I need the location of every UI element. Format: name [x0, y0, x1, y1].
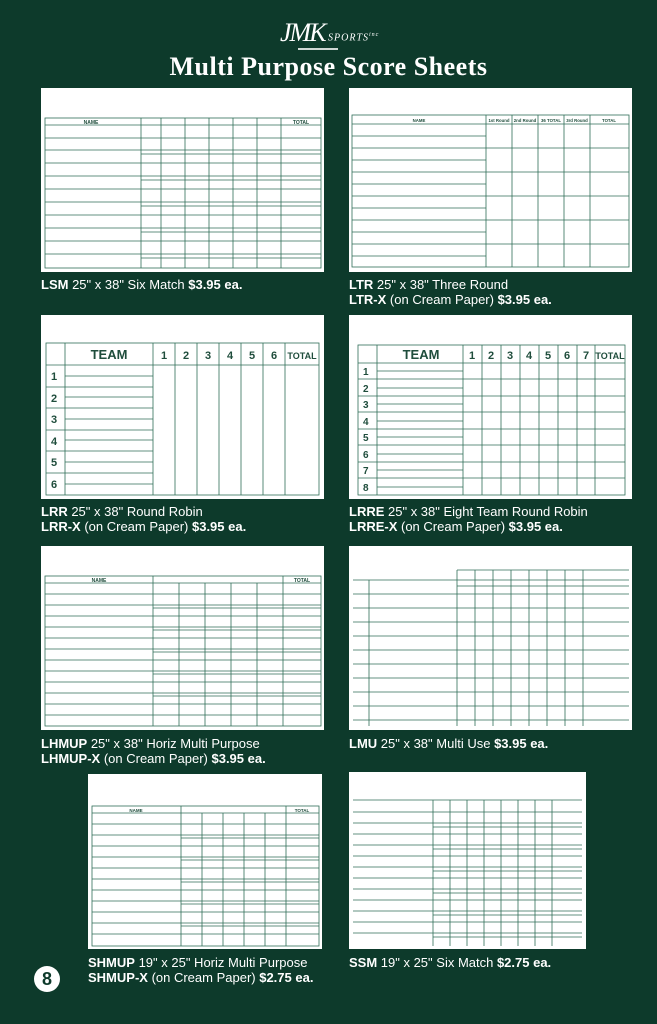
ltr-col-name: NAME	[412, 118, 426, 123]
caption-lmu: LMU 25" x 38" Multi Use $3.95 ea.	[349, 736, 549, 751]
lrr-col: 2	[182, 350, 190, 362]
lrr-team-header: TEAM	[90, 347, 128, 362]
lrre-col: 1	[468, 350, 476, 362]
code-ltr-x: LTR-X	[349, 292, 387, 307]
lrr-col: 3	[204, 350, 212, 362]
lrre-col: 3	[506, 350, 514, 362]
lrre-row: 6	[363, 450, 369, 461]
code-shmup: SHMUP	[88, 955, 135, 970]
shmup-total-header: TOTAL	[294, 808, 310, 813]
lsm-name-header: NAME	[83, 120, 99, 126]
code-lrre-x: LRRE-X	[349, 519, 398, 534]
ltr-col-round2: 2nd Round	[513, 118, 537, 123]
code-ssm: SSM	[349, 955, 378, 970]
lsm-total-header: TOTAL	[292, 120, 310, 126]
caption-ltr: LTR 25" x 38" Three Round LTR-X (on Cream Paper) $3.95 ea.	[349, 277, 552, 307]
code-lmu: LMU	[349, 736, 378, 751]
lrre-row: 4	[363, 417, 369, 428]
code-shmup-x: SHMUP-X	[88, 970, 148, 985]
lrre-team-header: TEAM	[402, 347, 440, 362]
ltr-col-36total: 36 TOTAL	[541, 118, 561, 123]
lrre-row: 8	[363, 483, 369, 494]
ltr-col-round1: 1st Round	[488, 118, 510, 123]
code-lrr-x: LRR-X	[41, 519, 81, 534]
lrre-row: 2	[363, 384, 369, 395]
lhmup-total-header: TOTAL	[293, 578, 311, 584]
lrre-row: 3	[363, 400, 369, 411]
lrr-total-header: TOTAL	[287, 351, 317, 361]
lhmup-name-header: NAME	[91, 578, 107, 584]
lrr-col: 5	[248, 350, 256, 362]
lrr-row: 6	[51, 479, 58, 491]
lrr-row: 5	[51, 457, 58, 469]
sheet-shmup	[88, 774, 322, 949]
sheet-lsm	[41, 88, 324, 272]
lrr-row: 2	[51, 393, 58, 405]
lrr-row: 1	[51, 371, 58, 383]
caption-ssm: SSM 19" x 25" Six Match $2.75 ea.	[349, 955, 552, 970]
lrr-row: 4	[51, 436, 58, 448]
lrre-col: 4	[525, 350, 533, 362]
lrr-col: 1	[160, 350, 168, 362]
code-lsm: LSM	[41, 277, 69, 292]
caption-lsm: LSM 25" x 38" Six Match $3.95 ea.	[41, 277, 243, 292]
shmup-name-header: NAME	[129, 808, 143, 813]
sheet-lhmup	[41, 546, 324, 730]
caption-shmup: SHMUP 19" x 25" Horiz Multi Purpose SHMUP-X (on Cream Paper) $2.75 ea.	[88, 955, 314, 985]
brand-logo	[280, 18, 400, 52]
lrre-row: 1	[363, 367, 369, 378]
lrr-col: 4	[226, 350, 234, 362]
lrr-col: 6	[270, 350, 278, 362]
sheet-lrre	[349, 315, 632, 499]
sheet-lrr	[41, 315, 324, 499]
lrre-row: 5	[363, 433, 369, 444]
lrre-row: 7	[363, 466, 369, 477]
lrre-col: 5	[544, 350, 552, 362]
lrre-col: 6	[563, 350, 571, 362]
logo-underline	[298, 48, 338, 50]
code-lrre: LRRE	[349, 504, 385, 519]
page-number: 8	[34, 966, 60, 992]
caption-lrre: LRRE 25" x 38" Eight Team Round Robin LRRE-X (on Cream Paper) $3.95 ea.	[349, 504, 588, 534]
brand-logo-text: JMK	[280, 18, 325, 47]
code-ltr: LTR	[349, 277, 374, 292]
ltr-col-total: TOTAL	[602, 118, 616, 123]
ltr-col-round3: 3rd Round	[566, 118, 588, 123]
lrr-row: 3	[51, 414, 58, 426]
sheet-ltr	[349, 88, 632, 272]
code-lhmup-x: LHMUP-X	[41, 751, 101, 766]
sheet-ssm	[349, 772, 586, 949]
sheet-lmu	[349, 546, 632, 730]
code-lhmup: LHMUP	[41, 736, 88, 751]
page-title: Multi Purpose Score Sheets	[169, 52, 488, 81]
caption-lrr: LRR 25" x 38" Round Robin LRR-X (on Cream Paper) $3.95 ea.	[41, 504, 247, 534]
brand-logo-sub: $SPORTS^{inc}$	[328, 32, 380, 44]
lrre-col: 2	[487, 350, 495, 362]
lrre-total-header: TOTAL	[595, 351, 625, 361]
lrre-col: 7	[582, 350, 590, 362]
code-lrr: LRR	[41, 504, 68, 519]
caption-lhmup: LHMUP 25" x 38" Horiz Multi Purpose LHMUP-X (on Cream Paper) $3.95 ea.	[41, 736, 266, 766]
